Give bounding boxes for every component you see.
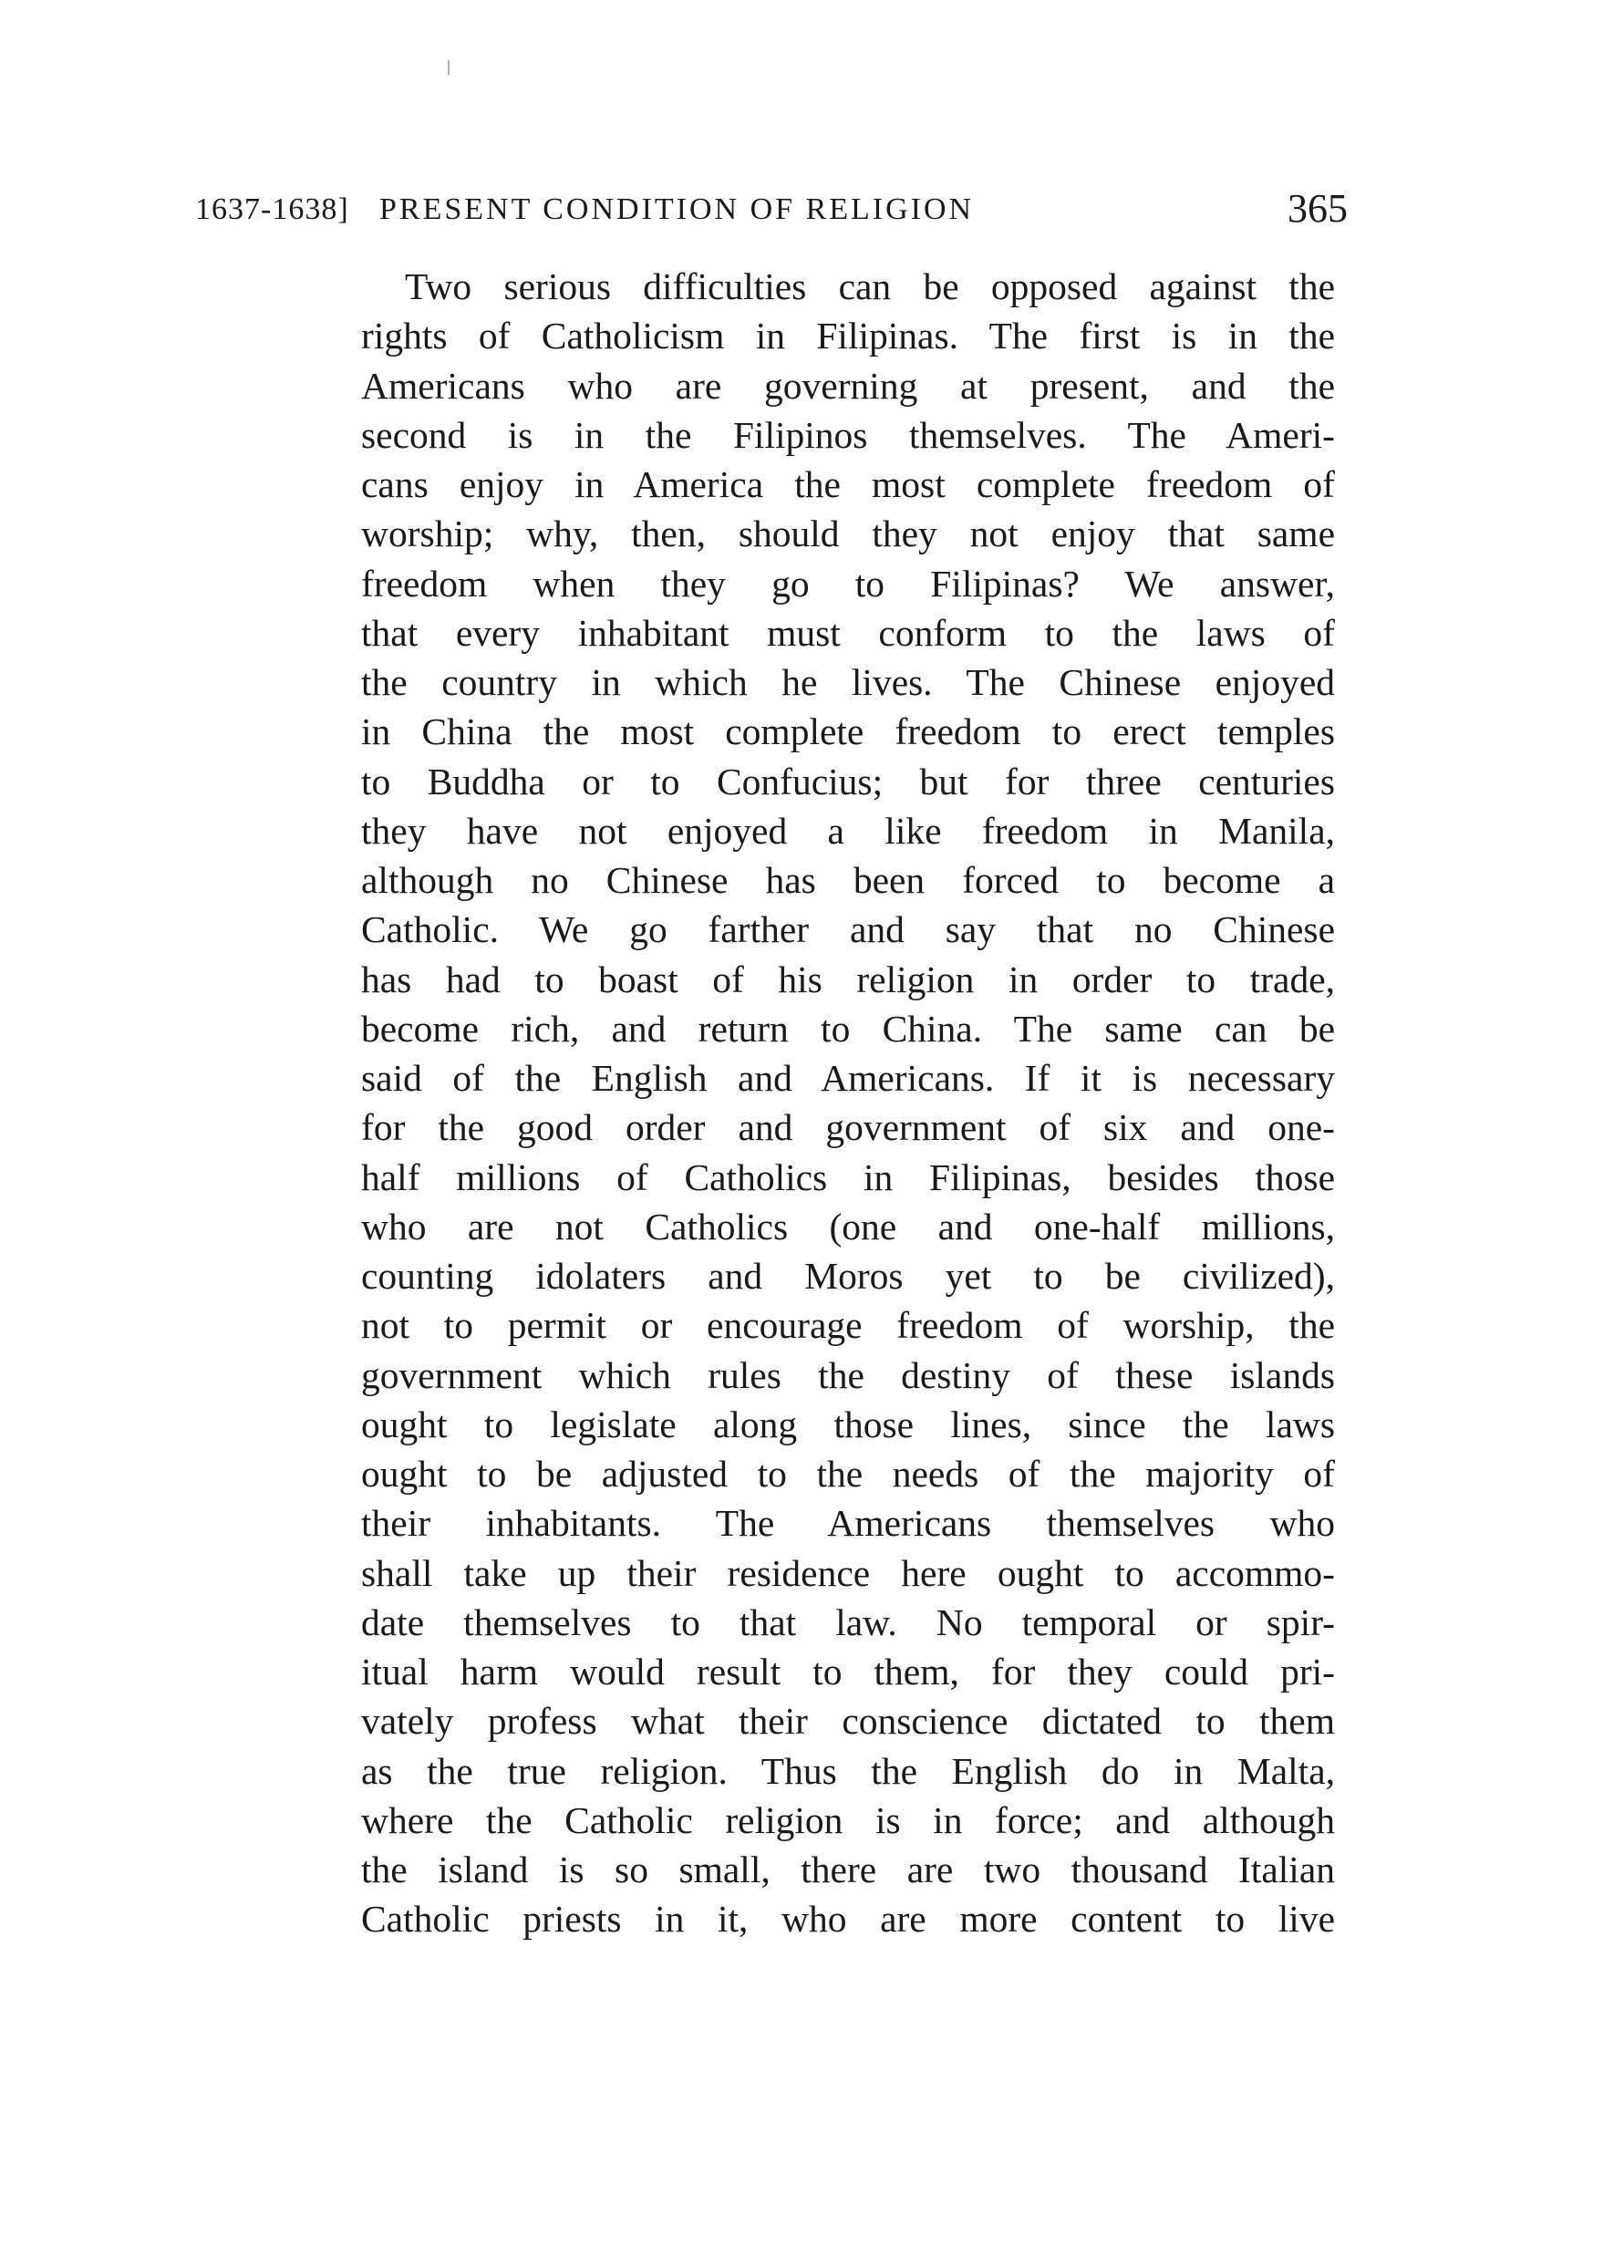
text-line: second is in the Filipinos themselves. The Ameri-: [361, 413, 1335, 456]
text-line: that every inhabitant must conform to the laws of: [361, 611, 1335, 654]
text-line: itual harm would result to them, for they could pri-: [361, 1651, 1335, 1693]
text-line: freedom when they go to Filipinas? We answer,: [361, 562, 1335, 605]
running-header: [195, 185, 1348, 240]
text-line: vately profess what their conscience dictated to them: [361, 1700, 1335, 1743]
text-line: shall take up their residence here ought to accommo-: [361, 1551, 1335, 1594]
text-line: although no Chinese has been forced to become a: [361, 859, 1335, 901]
text-line: for the good order and government of six and one-: [361, 1106, 1335, 1149]
text-line: counting idolaters and Moros yet to be civilized),: [361, 1255, 1335, 1297]
text-line: their inhabitants. The Americans themselves who: [361, 1502, 1335, 1545]
header-title: PRESENT CONDITION OF RELIGION: [379, 192, 975, 226]
text-line: half millions of Catholics in Filipinas, besides those: [361, 1155, 1335, 1198]
text-line: as the true religion. Thus the English do in Malta,: [361, 1749, 1335, 1792]
text-line: ought to legislate along those lines, since the laws: [361, 1403, 1335, 1445]
text-line: said of the English and Americans. If it is necessary: [361, 1057, 1335, 1099]
text-line: rights of Catholicism in Filipinas. The first is in the: [361, 315, 1335, 357]
text-line: government which rules the destiny of these islands: [361, 1353, 1335, 1396]
text-line: Two serious difficulties can be opposed against the: [405, 265, 1335, 307]
text-line: worship; why, then, should they not enjoy that same: [361, 513, 1335, 555]
text-line: to Buddha or to Confucius; but for three centuries: [361, 760, 1335, 803]
text-line: ought to be adjusted to the needs of the majority of: [361, 1453, 1335, 1495]
scan-speck: [448, 60, 450, 75]
text-line: Catholic priests in it, who are more content to live: [361, 1898, 1335, 1941]
text-line: where the Catholic religion is in force; and although: [361, 1798, 1335, 1841]
text-line: in China the most complete freedom to erect temples: [361, 710, 1335, 753]
text-line: they have not enjoyed a like freedom in Manila,: [361, 809, 1335, 852]
text-line: date themselves to that law. No temporal or spir-: [361, 1600, 1335, 1643]
text-line: become rich, and return to China. The same can be: [361, 1007, 1335, 1050]
text-line: has had to boast of his religion in order to trade,: [361, 958, 1335, 1000]
text-line: Americans who are governing at present, and the: [361, 364, 1335, 407]
page-number: 365: [1288, 186, 1348, 231]
text-line: the island is so small, there are two thousand Italian: [361, 1849, 1335, 1890]
header-dates: 1637-1638]: [195, 192, 349, 226]
text-line: cans enjoy in America the most complete freedom of: [361, 463, 1335, 505]
text-line: Catholic. We go farther and say that no Chinese: [361, 908, 1335, 951]
body-paragraph: [361, 262, 1335, 1944]
text-line: not to permit or encourage freedom of worship, the: [361, 1304, 1335, 1347]
text-line: the country in which he lives. The Chinese enjoyed: [361, 661, 1335, 703]
text-line: who are not Catholics (one and one-half millions,: [361, 1205, 1335, 1248]
